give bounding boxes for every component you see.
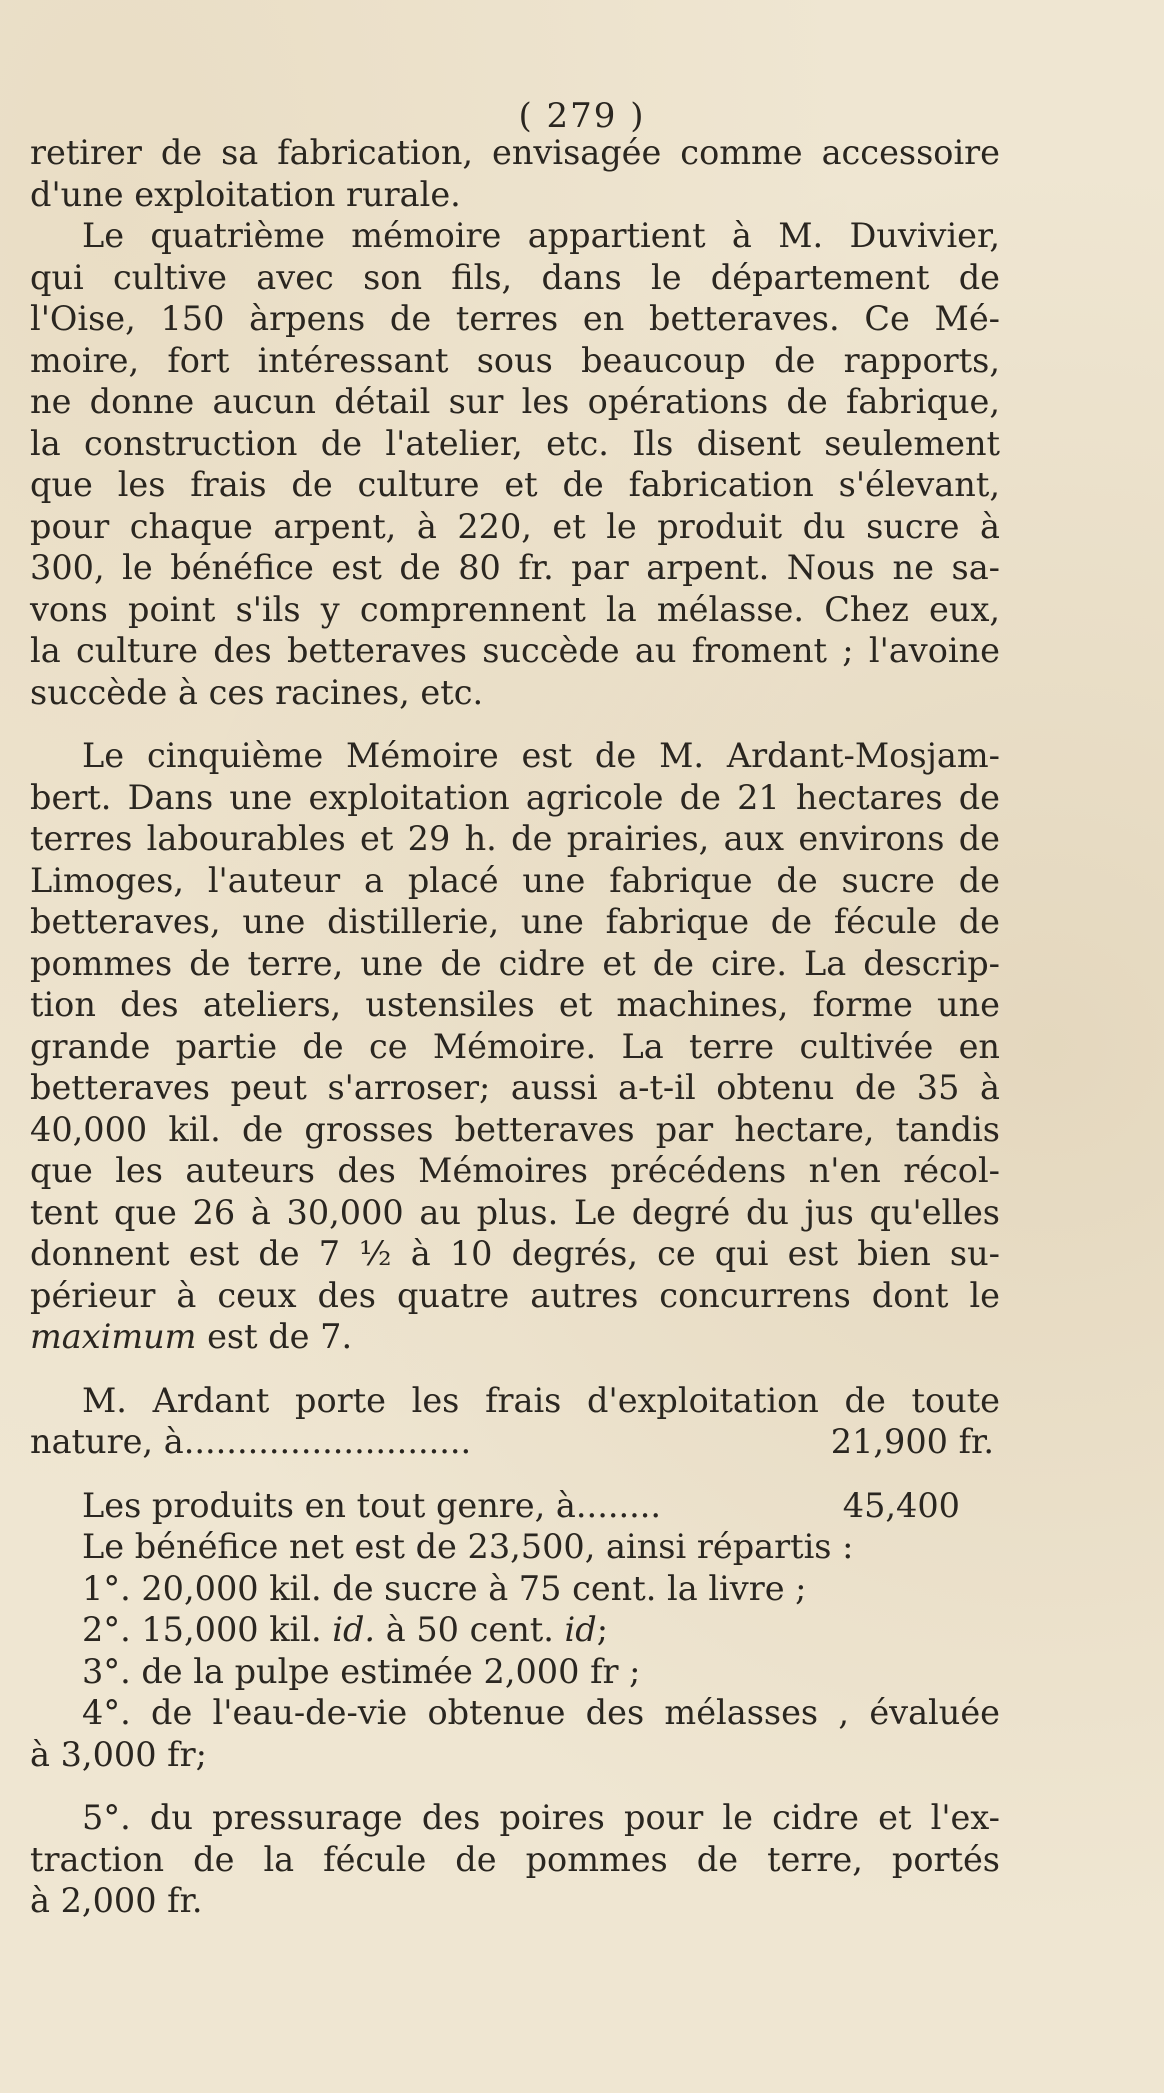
text-line: retirer de sa fabrication, envisagée comme accessoire [30, 133, 1000, 172]
text-fragment: est de 7. [196, 1317, 353, 1356]
text-fragment: à 50 cent. [375, 1610, 565, 1649]
text-line: ne donne aucun détail sur les opérations de fabrique, [30, 382, 1000, 421]
paragraph-3 [30, 735, 1000, 1358]
text-line: succède à ces racines, etc. [30, 672, 484, 712]
text-line: qui cultive avec son fils, dans le département de [30, 257, 1000, 297]
text-line: la construction de l'atelier, etc. Ils disent seulement [30, 423, 1000, 463]
products-value: 45,400 [842, 1485, 960, 1525]
text-line: la culture des betteraves succède au froment ; l'avoine [30, 631, 1000, 670]
list-item [30, 1609, 1000, 1651]
text-line: 300, le bénéfice est de 80 fr. par arpent. Nous ne sa- [30, 548, 1000, 587]
text-line: M. Ardant porte les frais d'exploitation de toute [82, 1380, 1000, 1420]
text-fragment: ; [596, 1610, 609, 1649]
text-line: tent que 26 à 30,000 au plus. Le degré du jus qu'elles [30, 1192, 1000, 1232]
italic-word: maximum [30, 1317, 197, 1356]
text-line: Le cinquième Mémoire est de M. Ardant-Mosjam- [82, 736, 1000, 775]
text-line: à 2,000 fr. [30, 1881, 203, 1920]
text-line: 40,000 kil. de grosses betteraves par hectare, tandis [30, 1109, 1000, 1149]
text-line: Le bénéfice net est de 23,500, ainsi répartis : [82, 1527, 854, 1566]
text-line: pour chaque arpent, à 220, et le produit du sucre à [30, 506, 1000, 546]
text-fragment: 2°. 15,000 kil. [82, 1610, 333, 1649]
page-number: ( 279 ) [518, 96, 646, 136]
text-line: Le quatrième mémoire appartient à M. Duvivier, [82, 216, 1000, 255]
text-line [30, 1316, 1000, 1358]
list-item: 5°. du pressurage des poires pour le cidre et l'ex- [82, 1798, 1000, 1837]
paragraph-1 [30, 132, 1000, 215]
text-line: betteraves peut s'arroser; aussi a-t-il obtenu de 35 à [30, 1068, 1000, 1107]
text-line: vons point s'ils y comprennent la mélasse. Chez eux, [30, 589, 1000, 629]
products-row [30, 1485, 1000, 1527]
text-line: moire, fort intéressant sous beaucoup de rapports, [30, 340, 1000, 380]
cost-label: nature, à........................... [30, 1422, 472, 1461]
italic-word: id [564, 1610, 597, 1649]
italic-word: id. [332, 1610, 376, 1649]
paragraph-6 [30, 1797, 1000, 1922]
list-item: 1°. 20,000 kil. de sucre à 75 cent. la livre ; [82, 1568, 807, 1608]
text-line: grande partie de ce Mémoire. La terre cultivée en [30, 1026, 1000, 1066]
text-line: terres labourables et 29 h. de prairies, aux environs de [30, 819, 1000, 858]
text-line: à 3,000 fr; [30, 1734, 207, 1774]
text-line: bert. Dans une exploitation agricole de 21 hectares de [30, 777, 1000, 817]
text-line: Limoges, l'auteur a placé une fabrique de sucre de [30, 860, 1000, 900]
text-line: d'une exploitation rurale. [30, 174, 461, 214]
text-line: tion des ateliers, ustensiles et machines, forme une [30, 985, 1000, 1024]
text-line: traction de la fécule de pommes de terre, portés [30, 1839, 1000, 1879]
paragraph-4 [30, 1380, 1000, 1463]
text-line: pommes de terre, une de cidre et de cire. La descrip- [30, 943, 1000, 983]
page-text [30, 132, 1000, 1922]
text-line: que les auteurs des Mémoires précédens n'en récol- [30, 1151, 1000, 1190]
paragraph-2 [30, 215, 1000, 713]
cost-value: 21,900 fr. [830, 1422, 994, 1461]
text-line: betteraves, une distillerie, une fabrique de fécule de [30, 902, 1000, 941]
list-item: 3°. de la pulpe estimée 2,000 fr ; [82, 1651, 641, 1691]
text-line: donnent est de 7 ½ à 10 degrés, ce qui est bien su- [30, 1234, 1000, 1273]
text-line: périeur à ceux des quatre autres concurrens dont le [30, 1275, 1000, 1315]
text-line: l'Oise, 150 àrpens de terres en betteraves. Ce Mé- [30, 299, 1000, 338]
list-item: 4°. de l'eau-de-vie obtenue des mélasses , évaluée [82, 1693, 1000, 1732]
products-label: Les produits en tout genre, à........ [82, 1485, 662, 1525]
cost-row [30, 1421, 1000, 1463]
paragraph-5 [30, 1485, 1000, 1776]
text-line: que les frais de culture et de fabrication s'élevant, [30, 465, 1000, 504]
